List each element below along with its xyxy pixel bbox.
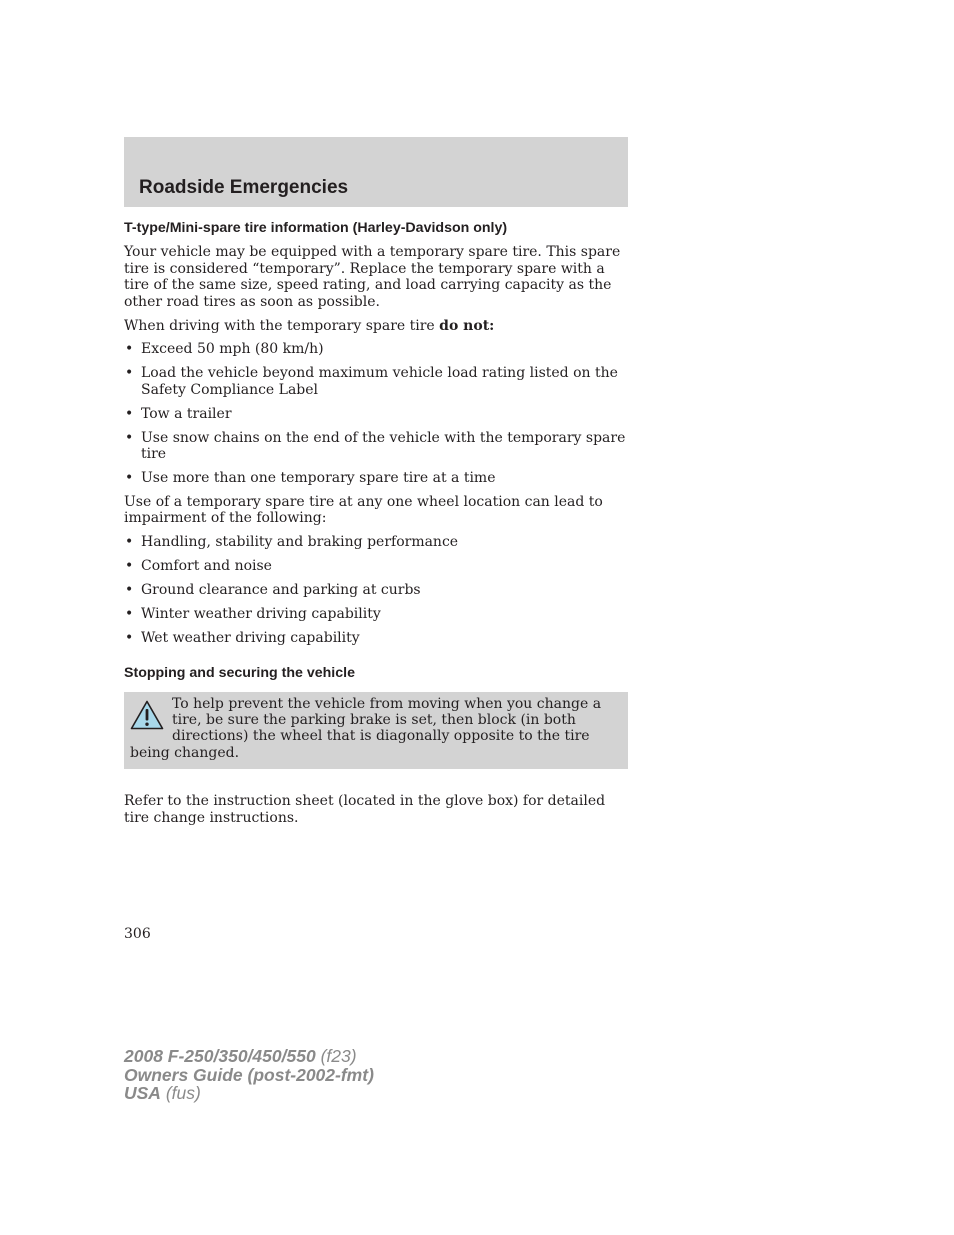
- bullet-icon: •: [125, 365, 134, 382]
- driving-lead-bold: do not:: [439, 317, 495, 334]
- spare-tire-heading: T-type/Mini-spare tire information (Harley-Davidson only): [124, 220, 508, 236]
- list-item: • Handling, stability and braking performance: [125, 534, 459, 551]
- list-item: • Use snow chains on the end of the vehicle with the temporary spare tire: [125, 429, 626, 462]
- guide-line: Owners Guide (post-2002-fmt): [124, 1064, 374, 1085]
- model-line: 2008 F-250/350/450/550 (f23): [124, 1046, 357, 1066]
- list-item: • Exceed 50 mph (80 km/h): [125, 341, 324, 358]
- do-not-list: [124, 341, 628, 486]
- list-item: • Load the vehicle beyond maximum vehicle load rating listed on the Safety Compliance Label: [125, 365, 618, 398]
- warning-text: To help prevent the vehicle from moving when you change a tire, be sure the parking brake is set, then block (in both directions) the wheel that is diagonally opposite to the tire being changed.: [130, 695, 602, 761]
- refer-text: Refer to the instruction sheet (located in the glove box) for detailed tire change instructions.: [124, 793, 606, 826]
- bullet-icon: •: [125, 629, 134, 646]
- bullet-icon: •: [125, 405, 134, 422]
- bullet-icon: •: [125, 429, 134, 446]
- spare-tire-intro: Your vehicle may be equipped with a temporary spare tire. This spare tire is considered “temporary”. Replace the temporary spare with a tire of the same size, speed rating, and load carrying capacity as the other road tires as soon as possible.: [124, 244, 621, 310]
- bullet-icon: •: [125, 581, 134, 598]
- driving-lead-text: When driving with the temporary spare tire: [124, 317, 440, 334]
- page-number: 306: [124, 926, 151, 942]
- list-item: • Use more than one temporary spare tire at a time: [125, 469, 496, 486]
- list-item: • Tow a trailer: [125, 405, 232, 422]
- bullet-icon: •: [125, 558, 134, 574]
- list-item: • Wet weather driving capability: [125, 629, 360, 646]
- section-title: Roadside Emergencies: [139, 177, 349, 198]
- stopping-heading: Stopping and securing the vehicle: [124, 665, 355, 682]
- list-item: • Ground clearance and parking at curbs: [125, 581, 421, 598]
- section-header-band: [124, 137, 628, 207]
- bullet-icon: •: [125, 534, 134, 551]
- bullet-icon: •: [125, 605, 134, 622]
- list-item: • Comfort and noise: [125, 558, 272, 574]
- warning-box: [124, 692, 628, 770]
- document-info: [124, 1047, 374, 1103]
- market-line: USA (fus): [124, 1083, 201, 1103]
- bullet-icon: •: [125, 469, 134, 486]
- impairment-list: [124, 534, 628, 646]
- warning-triangle-icon: [130, 700, 164, 730]
- bullet-icon: •: [125, 341, 134, 358]
- driving-lead: [124, 318, 628, 334]
- page-content: [124, 220, 628, 833]
- list-item: • Winter weather driving capability: [125, 605, 381, 622]
- impairment-lead: Use of a temporary spare tire at any one wheel location can lead to impairment of the following:: [124, 493, 603, 527]
